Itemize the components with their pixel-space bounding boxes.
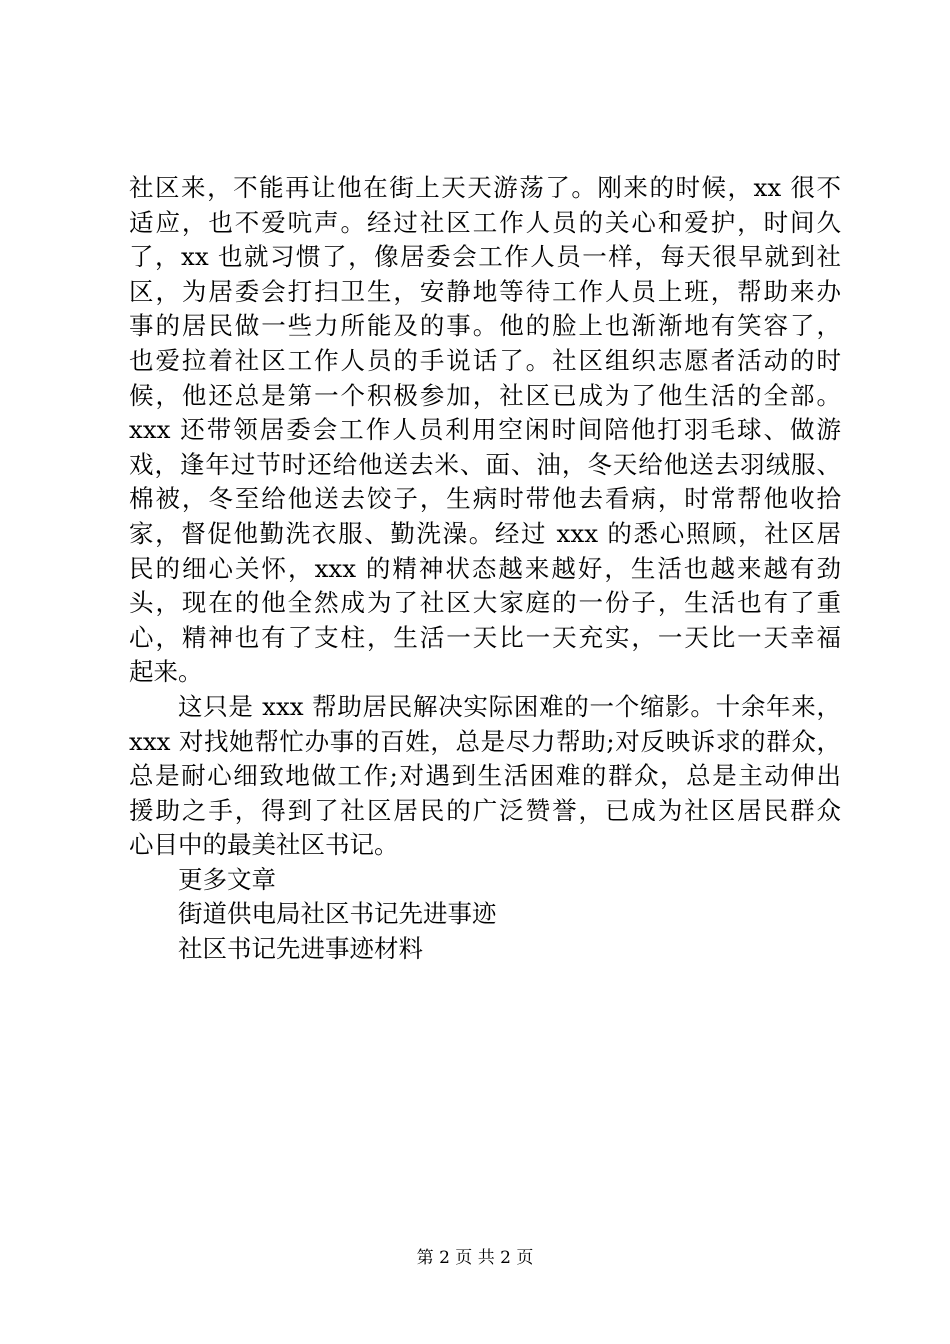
text-line: 区，为居委会打扫卫生，安静地等待工作人员上班，帮助来办: [129, 276, 841, 306]
text-line: 心目中的最美社区书记。: [129, 830, 399, 860]
text-line: 棉被，冬至给他送去饺子，生病时带他去看病，时常帮他收拾: [129, 484, 841, 514]
text-line: 戏，逢年过节时还给他送去米、面、油，冬天给他送去羽绒服、: [129, 449, 841, 479]
paragraph-1: [129, 171, 841, 690]
text-line: 也爱拉着社区工作人员的手说话了。社区组织志愿者活动的时: [129, 345, 841, 375]
paragraph-2: [129, 690, 841, 863]
text-line: 社区来，不能再让他在街上天天游荡了。刚来的时候，xx 很不: [129, 173, 841, 202]
more-articles-section: [129, 863, 841, 967]
text-line: 家，督促他勤洗衣服、勤洗澡。经过 xxx 的悉心照顾，社区居: [129, 518, 841, 548]
page-number-footer: 第 2 页 共 2 页: [416, 1248, 534, 1268]
text-line: 适应，也不爱吭声。经过社区工作人员的关心和爱护，时间久: [129, 207, 841, 237]
text-line: xxx 对找她帮忙办事的百姓，总是尽力帮助;对反映诉求的群众，: [129, 726, 841, 756]
article-link[interactable]: 街道供电局社区书记先进事迹: [178, 899, 497, 929]
text-line: 这只是 xxx 帮助居民解决实际困难的一个缩影。十余年来，: [178, 691, 841, 721]
more-articles-heading: 更多文章: [178, 864, 276, 894]
text-line: 事的居民做一些力所能及的事。他的脸上也渐渐地有笑容了，: [129, 311, 841, 341]
text-line: 候，他还总是第一个积极参加，社区已成为了他生活的全部。: [129, 380, 841, 410]
text-line: 援助之手，得到了社区居民的广泛赞誉，已成为社区居民群众: [129, 795, 841, 825]
text-line: xxx 还带领居委会工作人员利用空闲时间陪他打羽毛球、做游: [129, 415, 841, 445]
text-line: 总是耐心细致地做工作;对遇到生活困难的群众，总是主动伸出: [129, 761, 841, 791]
text-line: 心，精神也有了支柱，生活一天比一天充实，一天比一天幸福: [129, 622, 841, 652]
article-link[interactable]: 社区书记先进事迹材料: [178, 934, 423, 964]
text-line: 了，xx 也就习惯了，像居委会工作人员一样，每天很早就到社: [129, 242, 841, 272]
text-line: 起来。: [129, 657, 203, 687]
text-line: 头，现在的他全然成为了社区大家庭的一份子，生活也有了重: [129, 588, 841, 618]
document-body: [129, 171, 841, 967]
text-line: 民的细心关怀，xxx 的精神状态越来越好，生活也越来越有劲: [129, 553, 841, 583]
